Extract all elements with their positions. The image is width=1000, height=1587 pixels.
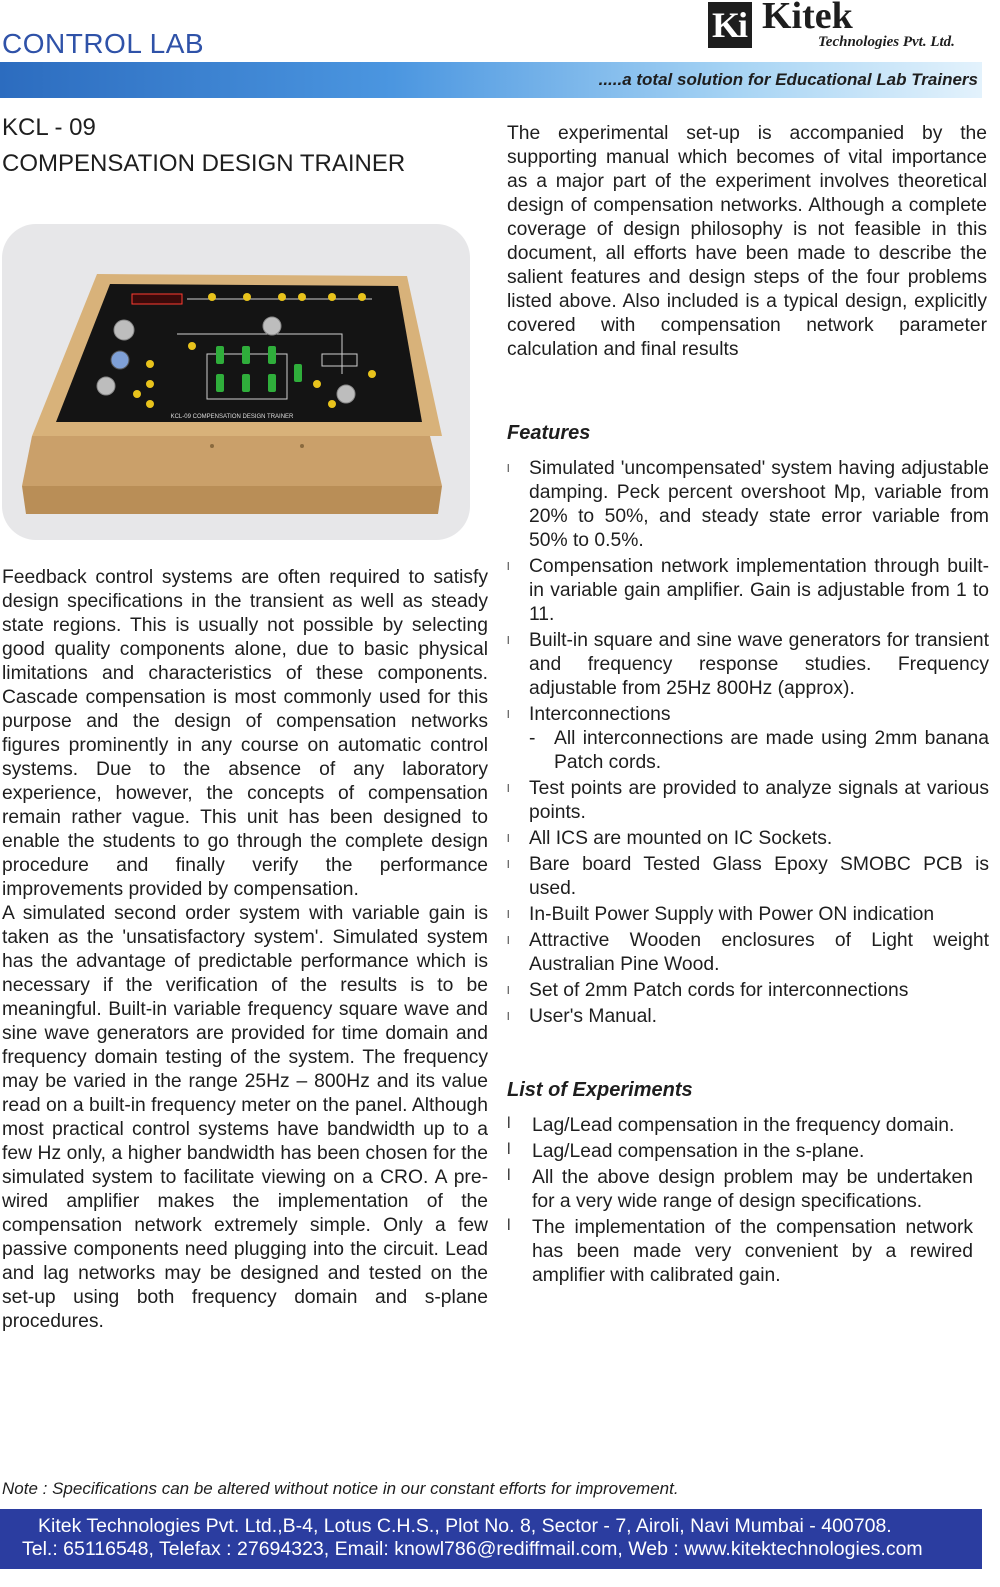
- list-item: l Lag/Lead compensation in the s-plane.: [507, 1140, 973, 1164]
- bullet-icon: l: [507, 783, 510, 795]
- bullet-icon: l: [507, 1115, 511, 1132]
- logo-name: Kitek: [762, 0, 853, 37]
- description-paragraph-1: Feedback control systems are often required to satisfy design specifications in the transient as well as steady state regions. This is usually not possible by selecting good quality components alone, due to basic physical limitations and characteristics of these components. Cascade compensation is most commonly used for this purpose and the design of compensation networks figures prominently in any course on automatic control systems. Due to the absence of any laboratory experience, however, the concepts of compensation remain rather vague. This unit has been designed to enable the students to go through the complete design procedure and finally verify the performance improvements provided by compensation.: [2, 567, 488, 900]
- list-item: l Attractive Wooden enclosures of Light weight Australian Pine Wood.: [507, 930, 989, 975]
- bullet-icon: l: [507, 1217, 511, 1234]
- list-item: l Lag/Lead compensation in the frequency domain.: [507, 1114, 973, 1138]
- list-item: l All the above design problem may be undertaken for a very wide range of design specifications.: [507, 1166, 973, 1214]
- bullet-icon: l: [507, 1141, 511, 1158]
- bullet-icon: l: [507, 985, 510, 997]
- header-band: [0, 62, 982, 98]
- page-title: CONTROL LAB: [2, 28, 205, 59]
- experiments-list: [507, 1114, 973, 1290]
- trainer-kit-illustration: [2, 224, 470, 540]
- description-left: [2, 566, 488, 1334]
- list-item: l All ICS are mounted on IC Sockets.: [507, 828, 833, 849]
- manual-intro: The experimental set-up is accompanied by the supporting manual which becomes of vital importance as a major part of the experiment involves theoretical design of compensation networks. Although a complete coverage of design philosophy is not feasible in this document, all efforts have been made to describe the salient features and design steps of the four problems listed above. Also included is a typical design, explicitly covered with compensation network parameter calculation and final results: [507, 123, 987, 360]
- logo-subtitle: Technologies Pvt. Ltd.: [818, 34, 955, 50]
- product-photo: [2, 224, 470, 540]
- bullet-icon: l: [507, 859, 510, 871]
- product-name: COMPENSATION DESIGN TRAINER: [2, 150, 406, 177]
- list-item: l Set of 2mm Patch cords for interconnections: [507, 980, 909, 1001]
- sub-list-item: - All interconnections are made using 2mm banana Patch cords.: [529, 728, 989, 773]
- tagline: .....a total solution for Educational Lab Trainers: [598, 70, 978, 89]
- list-item: l Compensation network implementation through built-in variable gain amplifier. Gain is adjustable from 1 to 11.: [507, 556, 989, 625]
- bullet-icon: l: [507, 561, 510, 573]
- list-item: l Test points are provided to analyze signals at various points.: [507, 778, 989, 823]
- features-list: [507, 457, 989, 1031]
- bullet-icon: l: [507, 1167, 511, 1184]
- footer-address: Kitek Technologies Pvt. Ltd.,B-4, Lotus C.H.S., Plot No. 8, Sector - 7, Airoli, Navi Mumbai - 400708.: [38, 1515, 892, 1537]
- bullet-icon: l: [507, 709, 510, 721]
- company-logo: [708, 0, 988, 56]
- bullet-icon: l: [507, 935, 510, 947]
- features-heading: Features: [507, 422, 591, 444]
- footer-contact: Tel.: 65116548, Telefax : 27694323, Email: knowl786@rediffmail.com, Web : www.kitektechnologies.com: [22, 1538, 923, 1560]
- description-paragraph-2: A simulated second order system with variable gain is taken as the 'unsatisfactory system'. Simulated system has the advantage of predictable performance which is necessary if the verification of the results is to be meaningful. Built-in variable frequency square wave and sine wave generators are provided for time domain and frequency domain testing of the system. The frequency may be varied in the range 25Hz – 800Hz and its value read on a built-in frequency meter on the panel. Although most practical control systems have bandwidth up to a few Hz only, a higher bandwidth has been chosen for the simulated system to facilitate viewing on a CRO. A pre-wired amplifier makes the implementation of the compensation network extremely simple. Only a few passive components need plugging into the circuit. Lead and lag networks may be designed and tested on the set-up using both frequency domain and s-plane procedures.: [2, 903, 488, 1332]
- logo-mark-icon: [708, 2, 752, 48]
- logo-mark-text: Ki: [712, 5, 747, 45]
- footer: [0, 1509, 982, 1569]
- list-item: l In-Built Power Supply with Power ON indication: [507, 904, 935, 925]
- bullet-icon: l: [507, 833, 510, 845]
- list-item: l Simulated 'uncompensated' system having adjustable damping. Peck percent overshoot Mp, variable from 20% to 50%, and steady state error variable from 50% to 0.5%.: [507, 458, 989, 551]
- panel-caption: KCL-09 COMPENSATION DESIGN TRAINER: [170, 414, 294, 420]
- product-model: KCL - 09: [2, 114, 96, 141]
- bullet-icon: l: [507, 635, 510, 647]
- list-item: l The implementation of the compensation network has been made very convenient by a rewired amplifier with calibrated gain.: [507, 1216, 973, 1288]
- list-item: l User's Manual.: [507, 1006, 657, 1027]
- bullet-icon: l: [507, 463, 510, 475]
- list-item: l Bare board Tested Glass Epoxy SMOBC PCB is used.: [507, 854, 989, 899]
- bullet-icon: l: [507, 909, 510, 921]
- experiments-heading: List of Experiments: [507, 1079, 693, 1101]
- list-item: l Interconnections - All interconnections are made using 2mm banana Patch cords.: [507, 704, 989, 773]
- bullet-icon: l: [507, 1011, 510, 1023]
- list-item: l Built-in square and sine wave generators for transient and frequency response studies. Frequency adjustable from 25Hz 800Hz (approx).: [507, 630, 989, 699]
- dash-icon: -: [529, 728, 536, 749]
- disclaimer-note: Note : Specifications can be altered without notice in our constant efforts for improvement.: [2, 1479, 679, 1498]
